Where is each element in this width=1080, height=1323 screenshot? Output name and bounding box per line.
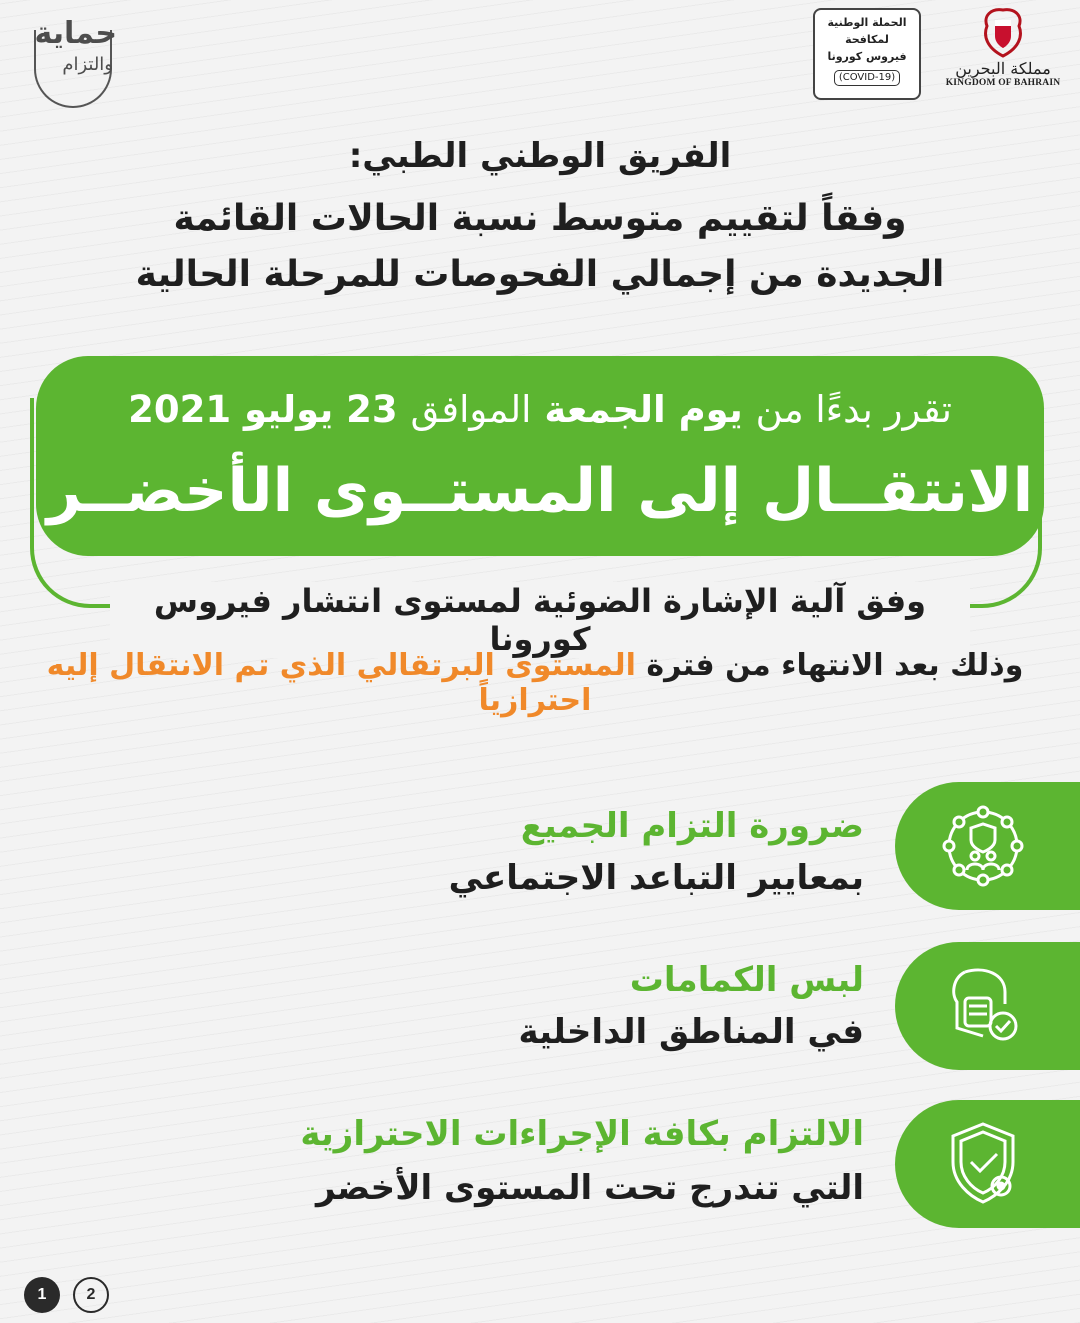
item-mask-sub: في المناطق الداخلية xyxy=(518,1012,864,1052)
coat-of-arms-icon xyxy=(981,6,1025,60)
banner-date xyxy=(36,388,1044,431)
shield-check-icon xyxy=(935,1116,1031,1212)
brand-line-2: والتزام xyxy=(62,54,113,75)
mechanism-line: وفق آلية الإشارة الضوئية لمستوى انتشار فيروس كورونا xyxy=(110,582,970,658)
after-prefix: وذلك بعد الانتهاء من فترة xyxy=(646,648,1024,683)
date-mid: الموافق xyxy=(410,388,532,431)
item-distancing-title: ضرورة التزام الجميع xyxy=(520,806,864,846)
item-precautions-tab xyxy=(895,1100,1080,1228)
item-precautions-title: الالتزام بكافة الإجراءات الاحترازية xyxy=(300,1114,864,1154)
date-day: يوم الجمعة xyxy=(544,388,743,431)
page-indicator-1[interactable]: 1 xyxy=(24,1277,60,1313)
date-prefix: تقرر بدءًا من xyxy=(755,388,952,431)
item-precautions-sub: التي تندرج تحت المستوى الأخضر xyxy=(316,1168,864,1208)
header-line-3: الجديدة من إجمالي الفحوصات للمرحلة الحالية xyxy=(135,254,945,295)
after-highlight: المستوى البرتقالي الذي تم الانتقال إليه احترازياً xyxy=(46,648,636,718)
campaign-line-1: الحملة الوطنية xyxy=(827,16,907,29)
kingdom-arabic: مملكة البحرين xyxy=(955,59,1051,78)
covid-tag: (COVID-19) xyxy=(834,70,900,86)
distancing-icon xyxy=(935,798,1031,894)
header-line-1: الفريق الوطني الطبي: xyxy=(348,136,732,176)
item-mask-title: لبس الكمامات xyxy=(629,960,864,1000)
date-value: 23 يوليو 2021 xyxy=(128,388,398,431)
item-distancing-tab xyxy=(895,782,1080,910)
mask-icon xyxy=(935,958,1031,1054)
page-indicator-2[interactable]: 2 xyxy=(73,1277,109,1313)
after-line xyxy=(30,648,1040,718)
kingdom-english: KINGDOM OF BAHRAIN xyxy=(945,78,1061,88)
campaign-line-3: فيروس كورونا xyxy=(827,50,907,63)
brand-line-1: حماية xyxy=(34,16,117,51)
campaign-line-2: لمكافحة xyxy=(845,33,889,46)
item-distancing-sub: بمعايير التباعد الاجتماعي xyxy=(448,858,864,898)
banner-title: الانتقــال إلى المستــوى الأخضــر xyxy=(46,456,1034,526)
green-banner xyxy=(36,356,1044,556)
brand-logo xyxy=(18,12,123,102)
campaign-badge xyxy=(813,8,921,100)
header-line-2: وفقاً لتقييم متوسط نسبة الحالات القائمة xyxy=(173,198,907,239)
kingdom-emblem xyxy=(938,6,1068,102)
item-mask-tab xyxy=(895,942,1080,1070)
